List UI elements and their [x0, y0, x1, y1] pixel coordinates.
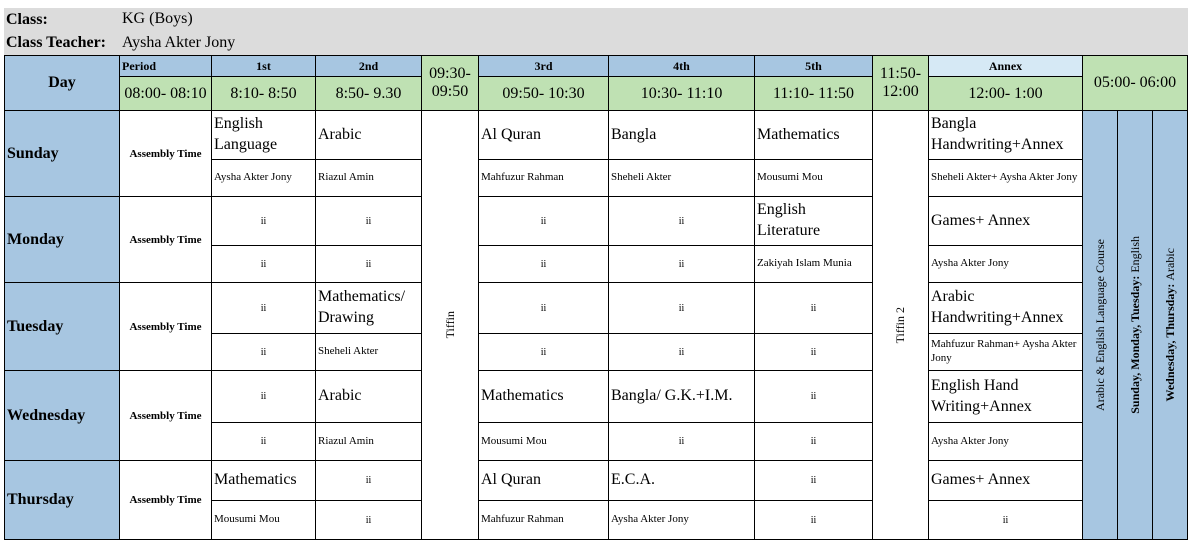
day-tuesday: Tuesday [4, 282, 120, 371]
subject-cell: Al Quran [478, 460, 609, 501]
tiffin1-cell [421, 110, 479, 540]
teacher-cell: ii [754, 500, 873, 540]
subject-cell: ii [211, 370, 316, 423]
period-header: Period [119, 55, 212, 77]
day-header: Day [4, 55, 120, 111]
smt-days: Sunday, Monday, Tuesday: [1127, 275, 1142, 414]
p5-header: 5th [754, 55, 873, 77]
subject-cell: Arabic Handwriting+Annex [928, 282, 1083, 334]
subject-cell: ii [754, 460, 873, 501]
wt-days: Wednesday, Thursday: [1162, 283, 1177, 402]
teacher-cell: ii [478, 245, 609, 283]
tiffin2-cell [872, 110, 929, 540]
annex-time: 12:00- 1:00 [928, 76, 1083, 111]
tiffin1-label: Tiffin [442, 311, 457, 339]
teacher-cell: Riazul Amin [315, 159, 422, 197]
subject-cell: ii [608, 282, 755, 334]
teacher-cell: ii [754, 333, 873, 371]
teacher-cell: Mahfuzur Rahman [478, 159, 609, 197]
subject-cell: English Literature [754, 196, 873, 246]
tiffin2-label: Tiffin 2 [893, 306, 907, 344]
subject-cell: Games+ Annex [928, 196, 1083, 246]
teacher-cell: Sheheli Akter [315, 333, 422, 371]
teacher-cell: ii [315, 500, 422, 540]
teacher-cell: ii [608, 333, 755, 371]
assembly-cell: Assembly Time [119, 110, 212, 197]
subject-cell: ii [315, 196, 422, 246]
teacher-cell: ii [754, 422, 873, 461]
p2-header: 2nd [315, 55, 422, 77]
teacher-cell: ii [928, 500, 1083, 540]
day-sunday: Sunday [4, 110, 120, 197]
subject-cell: ii [315, 460, 422, 501]
day-thursday: Thursday [4, 460, 120, 540]
p4-header: 4th [608, 55, 755, 77]
day-wednesday: Wednesday [4, 370, 120, 461]
teacher-cell: Aysha Akter Jony [928, 245, 1083, 283]
teacher-cell: Zakiyah Islam Munia [754, 245, 873, 283]
teacher-cell: ii [608, 422, 755, 461]
course-cell [1082, 110, 1118, 540]
subject-cell: English Hand Writing+Annex [928, 370, 1083, 423]
teacher-cell: Mahfuzur Rahman+ Aysha Akter Jony [928, 333, 1083, 371]
p2-time: 8:50- 9.30 [315, 76, 422, 111]
teacher-cell: Mousumi Mou [478, 422, 609, 461]
subject-cell: ii [478, 196, 609, 246]
subject-cell: English Language [211, 110, 316, 160]
smt-label [1128, 236, 1143, 414]
subject-cell: ii [211, 196, 316, 246]
subject-cell: Games+ Annex [928, 460, 1083, 501]
p3-header: 3rd [478, 55, 609, 77]
teacher-cell: Sheheli Akter [608, 159, 755, 197]
wt-cell [1152, 110, 1188, 540]
teacher-cell: ii [608, 245, 755, 283]
period-time: 08:00- 08:10 [119, 76, 212, 111]
teacher-cell: Riazul Amin [315, 422, 422, 461]
smt-cell [1117, 110, 1153, 540]
teacher-cell: ii [315, 245, 422, 283]
teacher-label: Class Teacher: [6, 34, 106, 51]
class-label: Class: [6, 11, 48, 28]
smt-subject: English [1127, 236, 1142, 273]
teacher-value: Aysha Akter Jony [122, 34, 236, 51]
day-monday: Monday [4, 196, 120, 283]
assembly-cell: Assembly Time [119, 460, 212, 540]
subject-cell: Bangla Handwriting+Annex [928, 110, 1083, 160]
course-label: Arabic & English Language Course [1092, 239, 1107, 411]
teacher-cell: ii [211, 245, 316, 283]
evening-time: 05:00- 06:00 [1082, 55, 1188, 111]
wt-label [1163, 248, 1178, 401]
p4-time: 10:30- 11:10 [608, 76, 755, 111]
subject-cell: Mathematics [754, 110, 873, 160]
teacher-cell: ii [211, 422, 316, 461]
teacher-cell: Aysha Akter Jony [211, 159, 316, 197]
teacher-cell: Mahfuzur Rahman [478, 500, 609, 540]
subject-cell: Arabic [315, 110, 422, 160]
subject-cell: Mathematics [211, 460, 316, 501]
subject-cell: ii [754, 282, 873, 334]
tiffin1-time: 09:30- 09:50 [421, 55, 479, 111]
assembly-cell: Assembly Time [119, 282, 212, 371]
teacher-cell: Mousumi Mou [211, 500, 316, 540]
p5-time: 11:10- 11:50 [754, 76, 873, 111]
tiffin2-time: 11:50- 12:00 [872, 55, 929, 111]
assembly-cell: Assembly Time [119, 196, 212, 283]
teacher-cell: ii [211, 333, 316, 371]
p3-time: 09:50- 10:30 [478, 76, 609, 111]
annex-header: Annex [928, 55, 1083, 77]
subject-cell: ii [608, 196, 755, 246]
teacher-cell: Aysha Akter Jony [928, 422, 1083, 461]
subject-cell: Mathematics/ Drawing [315, 282, 422, 334]
subject-cell: Arabic [315, 370, 422, 423]
subject-cell: E.C.A. [608, 460, 755, 501]
teacher-cell: Mousumi Mou [754, 159, 873, 197]
teacher-cell: ii [478, 333, 609, 371]
subject-cell: Al Quran [478, 110, 609, 160]
p1-header: 1st [211, 55, 316, 77]
teacher-cell: Aysha Akter Jony [608, 500, 755, 540]
assembly-cell: Assembly Time [119, 370, 212, 461]
p1-time: 8:10- 8:50 [211, 76, 316, 111]
subject-cell: ii [754, 370, 873, 423]
subject-cell: ii [478, 282, 609, 334]
class-value: KG (Boys) [122, 10, 193, 27]
teacher-cell: Sheheli Akter+ Aysha Akter Jony [928, 159, 1083, 197]
subject-cell: Bangla [608, 110, 755, 160]
subject-cell: Bangla/ G.K.+I.M. [608, 370, 755, 423]
wt-subject: Arabic [1162, 248, 1177, 281]
subject-cell: ii [211, 282, 316, 334]
subject-cell: Mathematics [478, 370, 609, 423]
